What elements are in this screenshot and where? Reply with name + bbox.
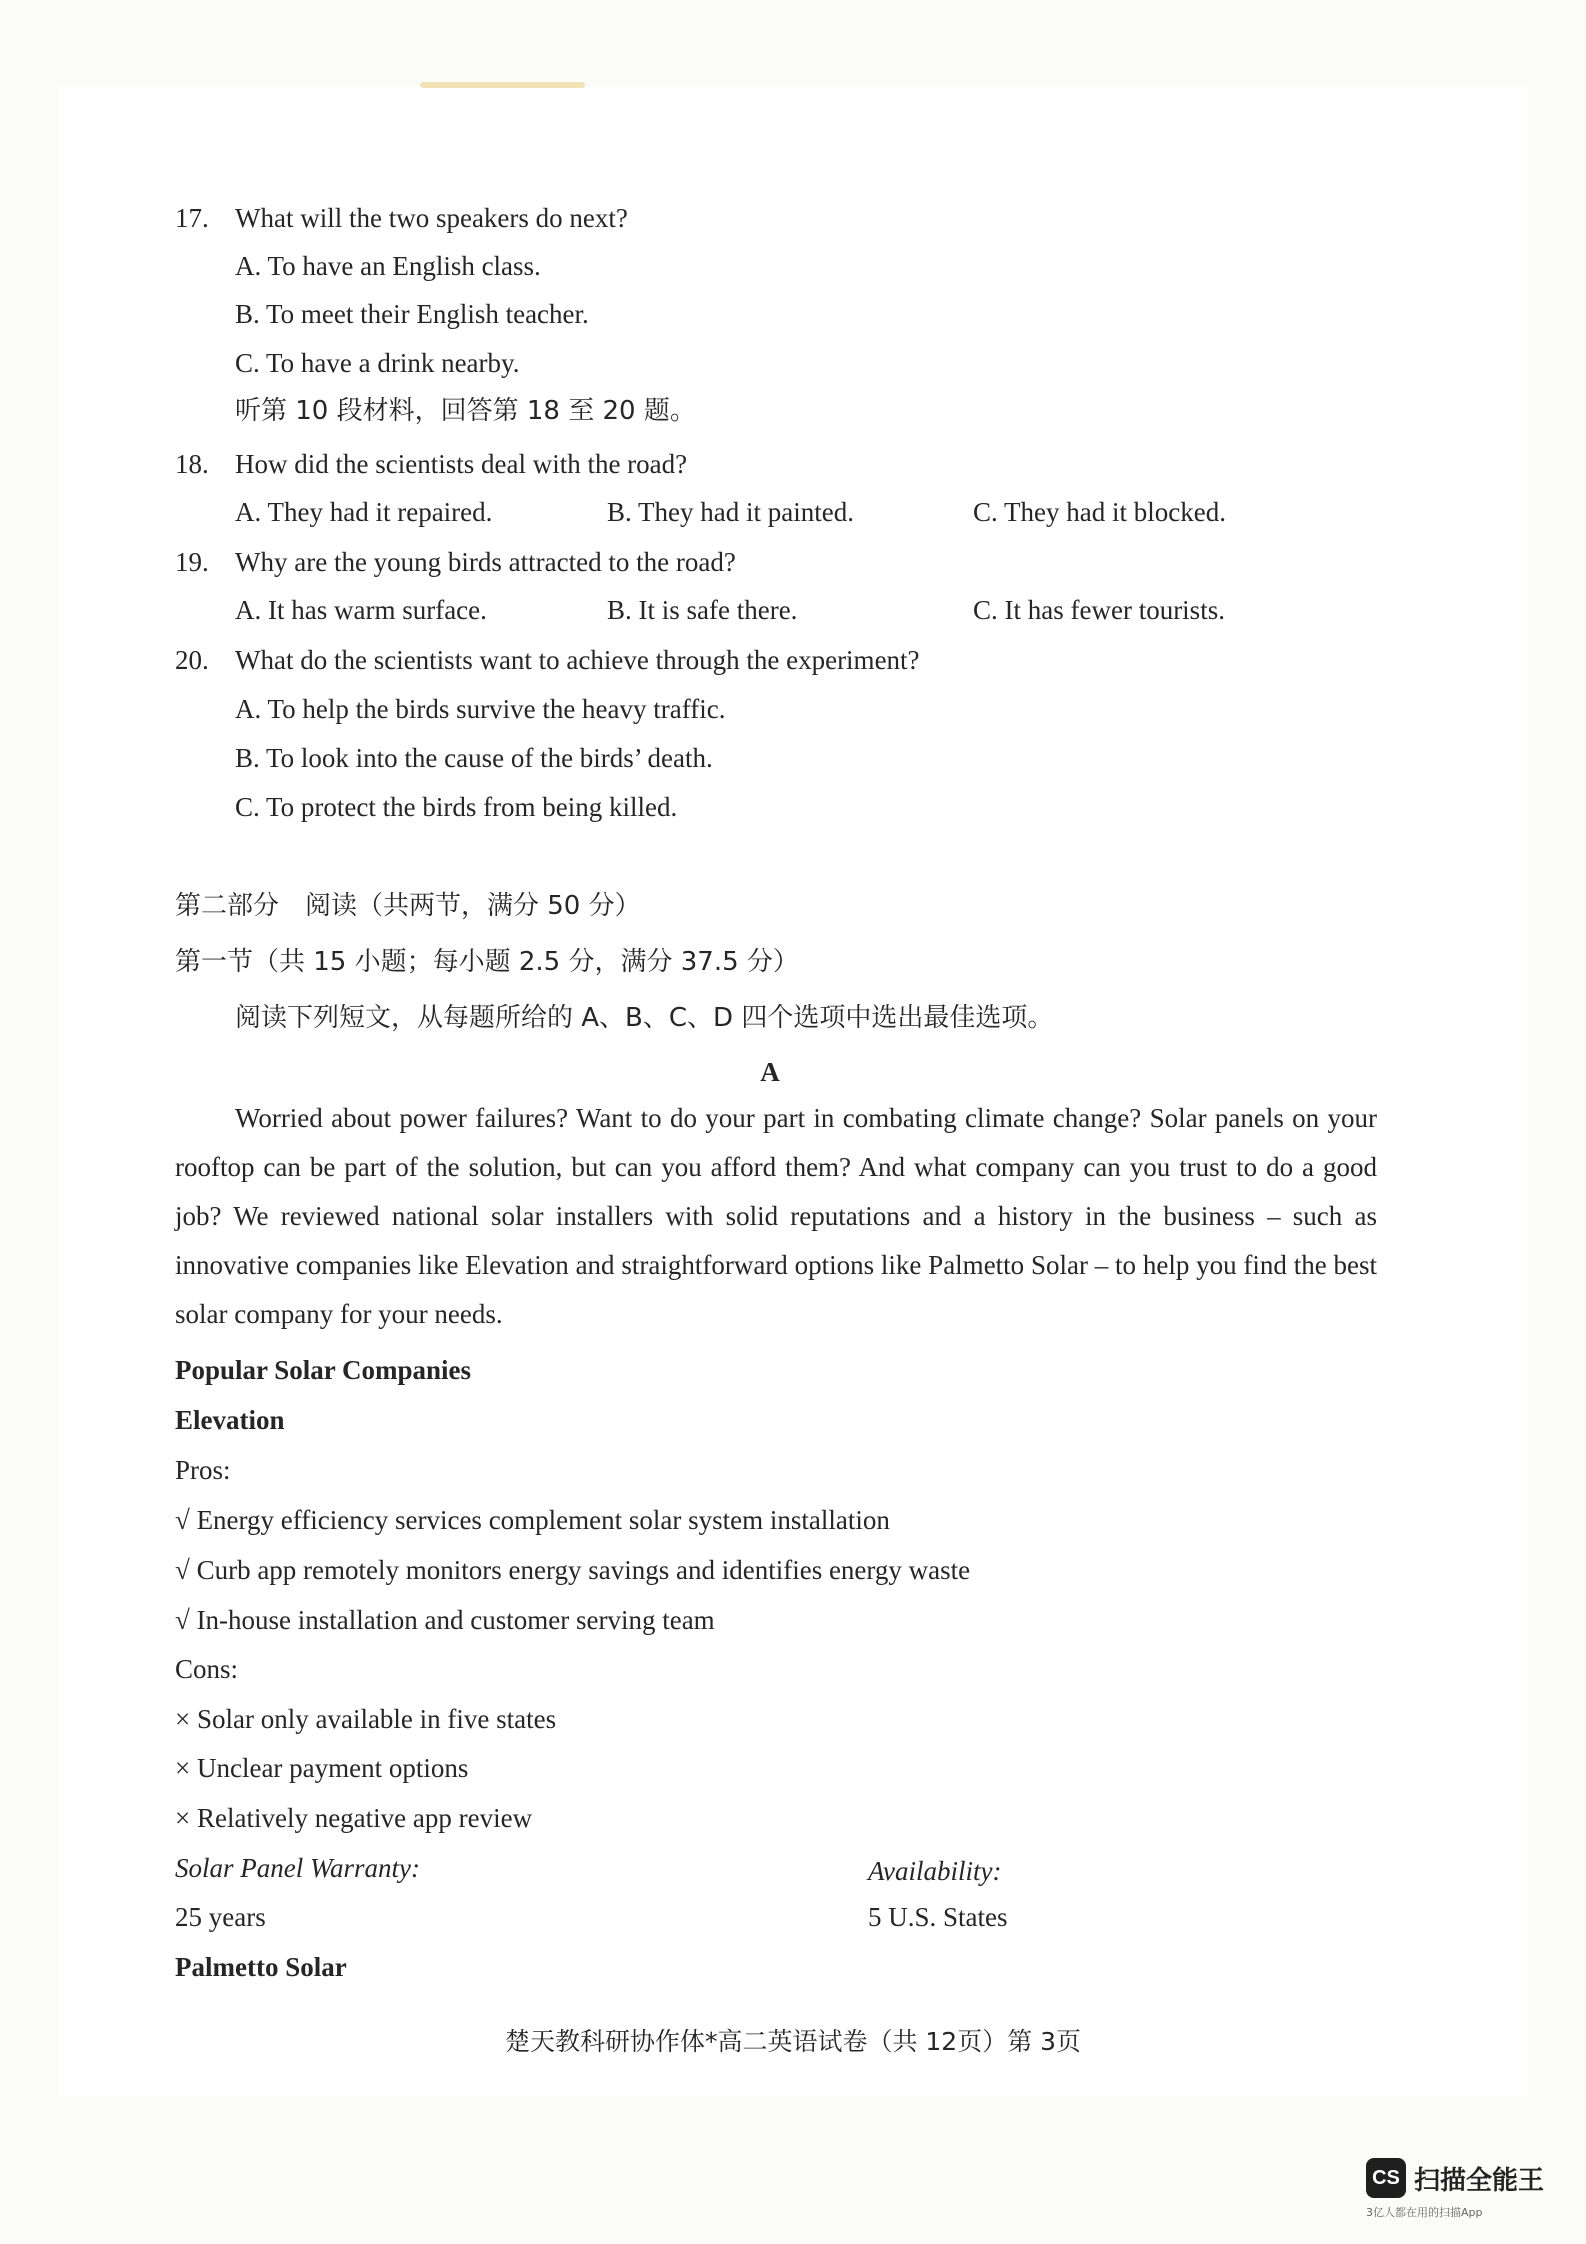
question-17-stem: What will the two speakers do next?: [235, 203, 628, 233]
paper-page: [58, 86, 1528, 2096]
elevation-con-item: × Unclear payment options: [175, 1753, 469, 1783]
warranty-value: 25 years: [175, 1902, 266, 1932]
scanner-watermark-logo: [1366, 2158, 1566, 2218]
popular-companies-heading: Popular Solar Companies: [175, 1355, 472, 1385]
elevation-pros-label: Pros:: [175, 1455, 231, 1485]
section-1-heading: 第一节（共 15 小题；每小题 2.5 分，满分 37.5 分）: [175, 947, 799, 977]
question-19-option-a: A. It has warm surface.: [235, 595, 487, 625]
passage-label: A: [760, 1057, 780, 1087]
question-20-stem: What do the scientists want to achieve through the experiment?: [235, 645, 920, 675]
passage-intro: Worried about power failures? Want to do your part in combating climate change? Solar panels on your rooftop can be part of the solution, but can you afford them? And what company can you trust to do a good job? We reviewed national solar installers with solid reputations and a history in the business – such as innovative companies like Elevation and straightforward options like Palmetto Solar – to help you find the best solar company for your needs.: [175, 1103, 1377, 1329]
section-10-instruction: 听第 10 段材料，回答第 18 至 20 题。: [235, 396, 696, 426]
question-17-option-c: C. To have a drink nearby.: [235, 348, 520, 378]
elevation-heading: Elevation: [175, 1405, 285, 1435]
availability-value: 5 U.S. States: [868, 1902, 1008, 1932]
part-2-heading: 第二部分 阅读（共两节，满分 50 分）: [175, 891, 641, 921]
elevation-con-item: × Relatively negative app review: [175, 1803, 533, 1833]
elevation-cons-label: Cons:: [175, 1654, 239, 1684]
scanner-tagline: 3亿人都在用的扫描App: [1366, 2206, 1483, 2219]
elevation-pro-item: √ Curb app remotely monitors energy savings and identifies energy waste: [175, 1555, 971, 1585]
question-18-option-c: C. They had it blocked.: [973, 497, 1226, 527]
scan-smudge: [420, 82, 585, 88]
question-20-option-c: C. To protect the birds from being killed.: [235, 792, 678, 822]
question-18-option-a: A. They had it repaired.: [235, 497, 493, 527]
question-18-number: 18.: [175, 449, 209, 479]
question-17-number: 17.: [175, 203, 209, 233]
question-19-option-c: C. It has fewer tourists.: [973, 595, 1225, 625]
palmetto-solar-heading: Palmetto Solar: [175, 1952, 347, 1982]
question-17-option-b: B. To meet their English teacher.: [235, 299, 589, 329]
question-18-option-b: B. They had it painted.: [607, 497, 854, 527]
question-20-option-b: B. To look into the cause of the birds’ death.: [235, 743, 713, 773]
elevation-con-item: × Solar only available in five states: [175, 1704, 557, 1734]
scanner-app-name: 扫描全能王: [1414, 2166, 1545, 2196]
availability-label: Availability:: [868, 1856, 1002, 1886]
page-footer: 楚天教科研协作体*高二英语试卷（共 12页）第 3页: [504, 2027, 1082, 2056]
cs-logo-icon: CS: [1366, 2158, 1406, 2198]
question-19-option-b: B. It is safe there.: [607, 595, 798, 625]
elevation-pro-item: √ In-house installation and customer serving team: [175, 1605, 715, 1635]
question-17-option-a: A. To have an English class.: [235, 251, 541, 281]
question-18-stem: How did the scientists deal with the road?: [235, 449, 688, 479]
warranty-label: Solar Panel Warranty:: [175, 1853, 420, 1883]
elevation-pro-item: √ Energy efficiency services complement solar system installation: [175, 1505, 890, 1535]
question-20-number: 20.: [175, 645, 209, 675]
question-20-option-a: A. To help the birds survive the heavy traffic.: [235, 694, 726, 724]
question-19-stem: Why are the young birds attracted to the road?: [235, 547, 736, 577]
question-19-number: 19.: [175, 547, 209, 577]
reading-instruction: 阅读下列短文，从每题所给的 A、B、C、D 四个选项中选出最佳选项。: [235, 1003, 1054, 1033]
